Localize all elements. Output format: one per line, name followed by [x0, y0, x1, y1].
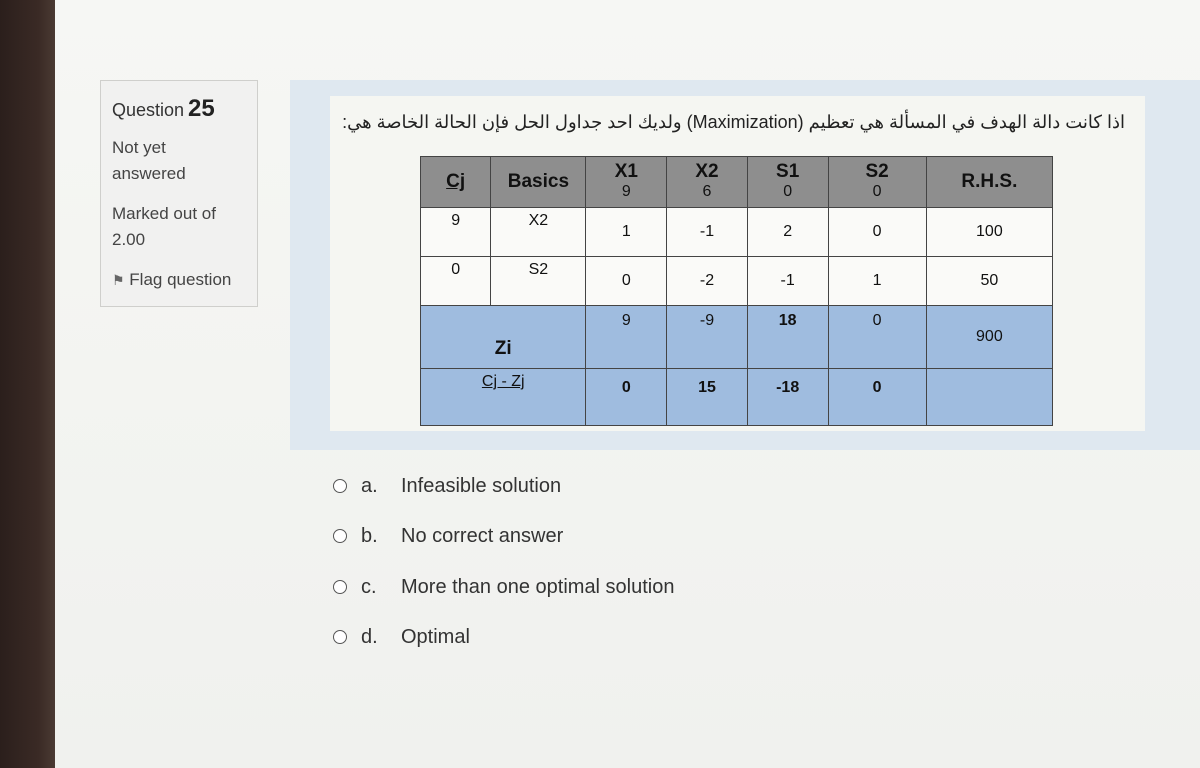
zi-label: Zi — [421, 306, 586, 369]
table-cell: 15 — [667, 369, 748, 426]
table-cell-rhs: 900 — [926, 306, 1052, 369]
header-rhs: R.H.S. — [926, 157, 1052, 208]
header-s1: S1 0 — [747, 157, 828, 208]
table-cell: 9 — [586, 306, 667, 369]
question-status: Not yet answered — [112, 138, 186, 183]
option-c[interactable] — [333, 573, 675, 601]
radio-button[interactable] — [333, 580, 347, 594]
table-header-row — [421, 157, 1053, 208]
radio-button[interactable] — [333, 630, 347, 644]
radio-button[interactable] — [333, 529, 347, 543]
table-cell-rhs: 50 — [926, 257, 1052, 306]
row-basic: X2 — [491, 208, 586, 257]
option-letter: b. — [361, 524, 378, 547]
flag-icon: ⚑ — [112, 272, 125, 288]
table-cell: 1 — [586, 208, 667, 257]
question-label: Question — [112, 100, 185, 120]
table-cell: -1 — [747, 257, 828, 306]
table-cell: 0 — [828, 208, 926, 257]
option-a[interactable] — [333, 472, 561, 500]
table-cell: -18 — [747, 369, 828, 426]
header-x1: X1 9 — [586, 157, 667, 208]
table-cell: -9 — [667, 306, 748, 369]
table-cell: -1 — [667, 208, 748, 257]
simplex-table — [420, 156, 1053, 426]
table-cell: 0 — [586, 257, 667, 306]
table-cell: 2 — [747, 208, 828, 257]
option-letter: d. — [361, 625, 378, 648]
zi-row — [421, 306, 1053, 369]
table-cell: 0 — [828, 369, 926, 426]
question-heading — [112, 95, 215, 123]
table-row — [421, 208, 1053, 257]
question-number: 25 — [188, 95, 215, 122]
table-row — [421, 257, 1053, 306]
header-cj: Cj — [421, 157, 491, 208]
question-text: اذا كانت دالة الهدف في المسألة هي تعظيم (Maximization) ولديك احد جداول الحل فإن الحالة الخاصة هي: — [342, 112, 1125, 132]
table-cell: 18 — [747, 306, 828, 369]
option-letter: c. — [361, 575, 377, 598]
table-cell-rhs — [926, 369, 1052, 426]
option-label: Optimal — [401, 625, 470, 648]
header-s2: S2 0 — [828, 157, 926, 208]
option-letter: a. — [361, 474, 378, 497]
table-cell: 0 — [586, 369, 667, 426]
row-cj: 9 — [421, 208, 491, 257]
option-label: More than one optimal solution — [401, 575, 675, 598]
option-b[interactable] — [333, 522, 563, 550]
radio-button[interactable] — [333, 479, 347, 493]
option-d[interactable] — [333, 623, 470, 651]
row-basic: S2 — [491, 257, 586, 306]
header-x2: X2 6 — [667, 157, 748, 208]
question-marks: Marked out of 2.00 — [112, 204, 216, 249]
table-cell: 0 — [828, 306, 926, 369]
header-basics: Basics — [491, 157, 586, 208]
monitor-bezel — [0, 0, 55, 768]
option-label: Infeasible solution — [401, 474, 562, 497]
row-cj: 0 — [421, 257, 491, 306]
question-info-panel — [100, 80, 258, 307]
table-cell: 1 — [828, 257, 926, 306]
option-label: No correct answer — [401, 524, 564, 547]
table-cell: -2 — [667, 257, 748, 306]
table-cell-rhs: 100 — [926, 208, 1052, 257]
cj-zj-label: Cj - Zj — [421, 369, 586, 426]
cj-zj-row — [421, 369, 1053, 426]
flag-question-label: Flag question — [129, 270, 232, 289]
flag-question-link[interactable] — [112, 267, 231, 293]
